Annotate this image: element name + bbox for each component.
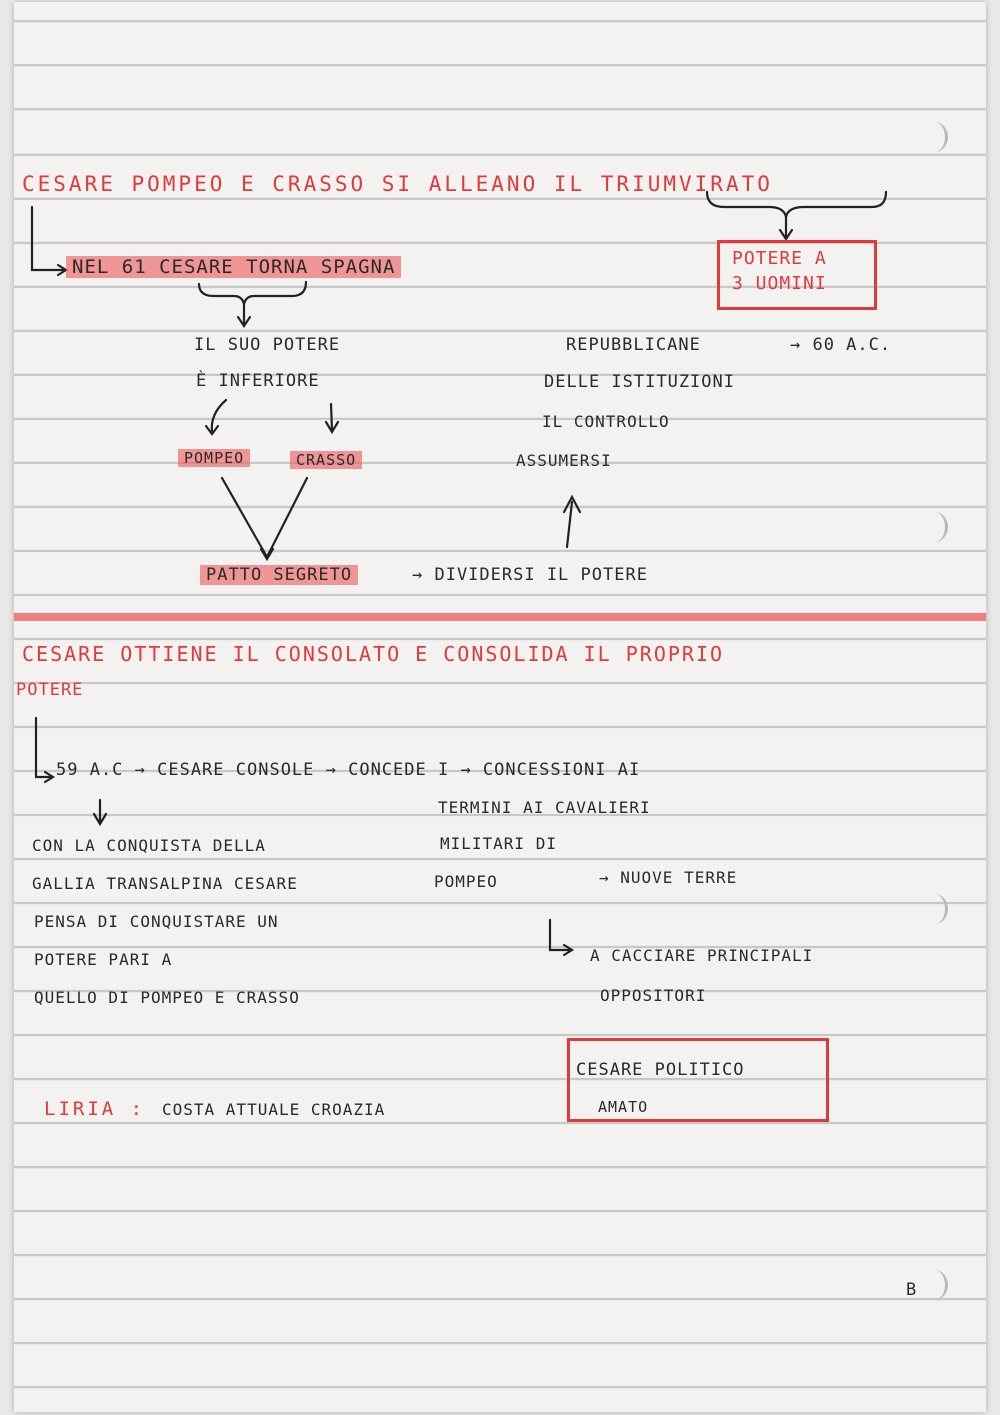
left-text-2: GALLIA TRANSALPINA CESARE xyxy=(32,874,298,893)
line-59-ac: 59 A.C → CESARE CONSOLE → CONCEDE I → CONCESSIONI AI xyxy=(56,760,641,780)
box-text-2: 3 UOMINI xyxy=(732,273,827,294)
nel-61-highlight: NEL 61 CESARE TORNA SPAGNA xyxy=(66,256,401,278)
left-note-1: IL SUO POTERE xyxy=(194,335,341,355)
crasso-label: CRASSO xyxy=(290,451,362,469)
notebook-page xyxy=(14,2,986,1412)
pompeo-label: POMPEO xyxy=(178,449,250,467)
section2-heading-1: CESARE OTTIENE IL CONSOLATO E CONSOLIDA IL PROPRIO xyxy=(22,642,725,666)
highlight-line xyxy=(66,256,401,278)
section1-heading: CESARE POMPEO E CRASSO SI ALLEANO IL TRIUMVIRATO xyxy=(22,172,773,196)
left-text-3: PENSA DI CONQUISTARE UN xyxy=(34,912,279,931)
oppositori-2: OPPOSITORI xyxy=(600,986,707,1005)
liria-desc: COSTA ATTUALE CROAZIA xyxy=(162,1100,386,1119)
binder-hole xyxy=(921,894,948,924)
right-note-1: REPUBBLICANE xyxy=(566,335,701,355)
nuove-terre: → NUOVE TERRE xyxy=(599,868,738,887)
section-divider xyxy=(14,613,986,621)
right-note-4: ASSUMERSI xyxy=(516,451,612,470)
hand-drawn-arrows xyxy=(14,2,986,1412)
pompeo-2: POMPEO xyxy=(434,872,498,891)
cesare-box-text-2: AMATO xyxy=(598,1098,649,1116)
right-note-3: IL CONTROLLO xyxy=(542,412,670,431)
dividersi-potere: → DIVIDERSI IL POTERE xyxy=(412,565,648,585)
right-note-2: DELLE ISTITUZIONI xyxy=(544,372,735,392)
oppositori-1: A CACCIARE PRINCIPALI xyxy=(590,946,814,965)
page-mark: B xyxy=(906,1280,918,1300)
left-text-4: POTERE PARI A xyxy=(34,950,173,969)
cesare-box-text-1: CESARE POLITICO xyxy=(576,1060,745,1080)
box-text-1: POTERE A xyxy=(732,248,827,269)
patto-segreto: PATTO SEGRETO xyxy=(200,565,358,585)
section2-heading-2: POTERE xyxy=(16,680,84,700)
left-note-2: È INFERIORE xyxy=(196,371,320,391)
binder-hole xyxy=(921,122,948,152)
left-text-1: CON LA CONQUISTA DELLA xyxy=(32,836,266,855)
militari-di: MILITARI DI xyxy=(440,834,557,853)
binder-hole xyxy=(921,1270,948,1300)
right-date: → 60 A.C. xyxy=(790,335,892,355)
left-text-5: QUELLO DI POMPEO E CRASSO xyxy=(34,988,300,1007)
terreni-cavalieri: TERMINI AI CAVALIERI xyxy=(438,798,651,817)
liria-label: LIRIA : xyxy=(44,1098,146,1120)
binder-hole xyxy=(921,512,948,542)
